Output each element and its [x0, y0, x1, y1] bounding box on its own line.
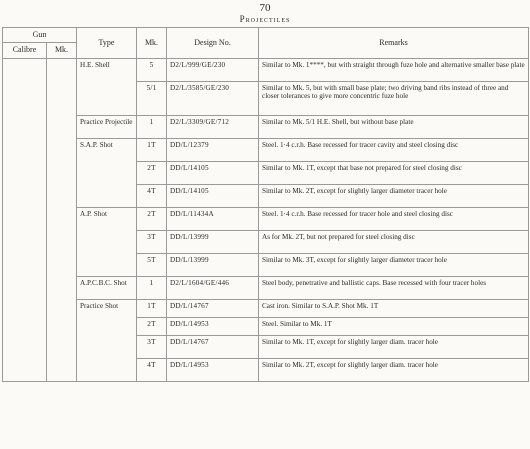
gun-mk-cell [47, 58, 77, 81]
design-number-cell: DD/L/14953 [167, 317, 259, 335]
calibre-cell [3, 115, 47, 138]
design-number-cell: DD/L/14105 [167, 161, 259, 184]
page-header [0, 0, 530, 25]
gun-mk-cell [47, 138, 77, 161]
table-row [3, 184, 529, 207]
table-row [3, 253, 529, 276]
mk-cell: 3T [137, 335, 167, 358]
table-row [3, 81, 529, 115]
mk-cell: 5T [137, 253, 167, 276]
mk-cell: 4T [137, 358, 167, 381]
design-number-cell: DD/L/11434A [167, 207, 259, 230]
gun-mk-cell [47, 230, 77, 253]
header-row-1 [3, 28, 529, 43]
calibre-cell [3, 276, 47, 299]
design-number-cell: DD/L/14105 [167, 184, 259, 207]
gun-mk-header: Mk. [47, 43, 77, 58]
design-number-cell: DD/L/13999 [167, 253, 259, 276]
type-cell: A.P. Shot [77, 207, 137, 230]
calibre-cell [3, 358, 47, 381]
calibre-cell [3, 207, 47, 230]
mk-cell: 3T [137, 230, 167, 253]
type-header: Type [77, 28, 137, 59]
calibre-cell [3, 317, 47, 335]
gun-mk-cell [47, 358, 77, 381]
gun-mk-cell [47, 115, 77, 138]
calibre-cell [3, 161, 47, 184]
gun-mk-cell [47, 161, 77, 184]
calibre-cell [3, 138, 47, 161]
table-row [3, 207, 529, 230]
remarks-cell: Similar to Mk. 1T, except for slightly larger diam. tracer hole [259, 335, 529, 358]
design-number-cell: D2/L/3585/GE/230 [167, 81, 259, 115]
remarks-cell: Cast iron. Similar to S.A.P. Shot Mk. 1T [259, 299, 529, 317]
table-row [3, 58, 529, 81]
mk-cell: 1T [137, 299, 167, 317]
calibre-cell [3, 81, 47, 115]
mk-cell: 2T [137, 207, 167, 230]
calibre-cell [3, 230, 47, 253]
mk-header: Mk. [137, 28, 167, 59]
calibre-cell [3, 299, 47, 317]
gun-mk-cell [47, 335, 77, 358]
remarks-cell: Steel. 1·4 c.r.h. Base recessed for tracer hole and steel closing disc [259, 207, 529, 230]
remarks-cell: Similar to Mk. 1****, but with straight through fuze hole and alternative smaller base plate [259, 58, 529, 81]
mk-cell: 1T [137, 138, 167, 161]
design-number-cell: DD/L/13999 [167, 230, 259, 253]
remarks-cell: Steel. 1·4 c.r.h. Base recessed for tracer cavity and steel closing disc [259, 138, 529, 161]
type-cell [77, 317, 137, 335]
design-number-cell: DD/L/12379 [167, 138, 259, 161]
design-number-cell: D2/L/999/GE/230 [167, 58, 259, 81]
type-cell: Practice Projectile [77, 115, 137, 138]
calibre-cell [3, 184, 47, 207]
gun-mk-cell [47, 317, 77, 335]
page-number: 70 [259, 2, 271, 14]
table-row [3, 299, 529, 317]
remarks-cell: Steel body, penetrative and ballistic caps. Base recessed with four tracer holes [259, 276, 529, 299]
type-cell [77, 253, 137, 276]
remarks-header: Remarks [259, 28, 529, 59]
calibre-cell [3, 58, 47, 81]
design-number-cell: DD/L/14767 [167, 335, 259, 358]
gun-mk-cell [47, 184, 77, 207]
gun-mk-cell [47, 253, 77, 276]
remarks-cell: Similar to Mk. 2T, except for slightly larger diam. tracer hole [259, 358, 529, 381]
table-row [3, 358, 529, 381]
type-cell [77, 358, 137, 381]
remarks-cell: Similar to Mk. 1T, except that base not prepared for steel closing disc [259, 161, 529, 184]
type-cell [77, 230, 137, 253]
gun-mk-cell [47, 299, 77, 317]
type-cell [77, 335, 137, 358]
remarks-cell: As for Mk. 2T, but not prepared for steel closing disc [259, 230, 529, 253]
calibre-header: Calibre [3, 43, 47, 58]
table-row [3, 335, 529, 358]
remarks-cell: Similar to Mk. 3T, except for slightly larger diameter tracer hole [259, 253, 529, 276]
mk-cell: 2T [137, 161, 167, 184]
table-row [3, 161, 529, 184]
mk-cell: 1 [137, 276, 167, 299]
projectiles-table [2, 27, 529, 382]
type-cell: S.A.P. Shot [77, 138, 137, 161]
design-header: Design No. [167, 28, 259, 59]
mk-cell: 1 [137, 115, 167, 138]
mk-cell: 5 [137, 58, 167, 81]
remarks-cell: Similar to Mk. 5/1 H.E. Shell, but without base plate [259, 115, 529, 138]
type-cell: H.E. Shell [77, 58, 137, 81]
table-row [3, 317, 529, 335]
remarks-cell: Steel. Similar to Mk. 1T [259, 317, 529, 335]
table-row [3, 276, 529, 299]
type-cell [77, 161, 137, 184]
gun-mk-cell [47, 207, 77, 230]
gun-mk-cell [47, 81, 77, 115]
design-number-cell: DD/L/14953 [167, 358, 259, 381]
design-number-cell: DD/L/14767 [167, 299, 259, 317]
design-number-cell: D2/L/3309/GE/712 [167, 115, 259, 138]
table-row [3, 138, 529, 161]
table-row [3, 115, 529, 138]
remarks-cell: Similar to Mk. 5, but with small base plate; two driving band ribs instead of three and closer tolerances to give more concentric fuze hole [259, 81, 529, 115]
table-row [3, 230, 529, 253]
type-cell: Practice Shot [77, 299, 137, 317]
mk-cell: 5/1 [137, 81, 167, 115]
type-cell: A.P.C.B.C. Shot [77, 276, 137, 299]
mk-cell: 4T [137, 184, 167, 207]
page-title: Projectiles [239, 14, 291, 24]
type-cell [77, 81, 137, 115]
gun-mk-cell [47, 276, 77, 299]
design-number-cell: D2/L/1604/GE/446 [167, 276, 259, 299]
calibre-cell [3, 253, 47, 276]
calibre-cell [3, 335, 47, 358]
gun-header: Gun [3, 28, 77, 43]
remarks-cell: Similar to Mk. 2T, except for slightly larger diameter tracer hole [259, 184, 529, 207]
mk-cell: 2T [137, 317, 167, 335]
type-cell [77, 184, 137, 207]
